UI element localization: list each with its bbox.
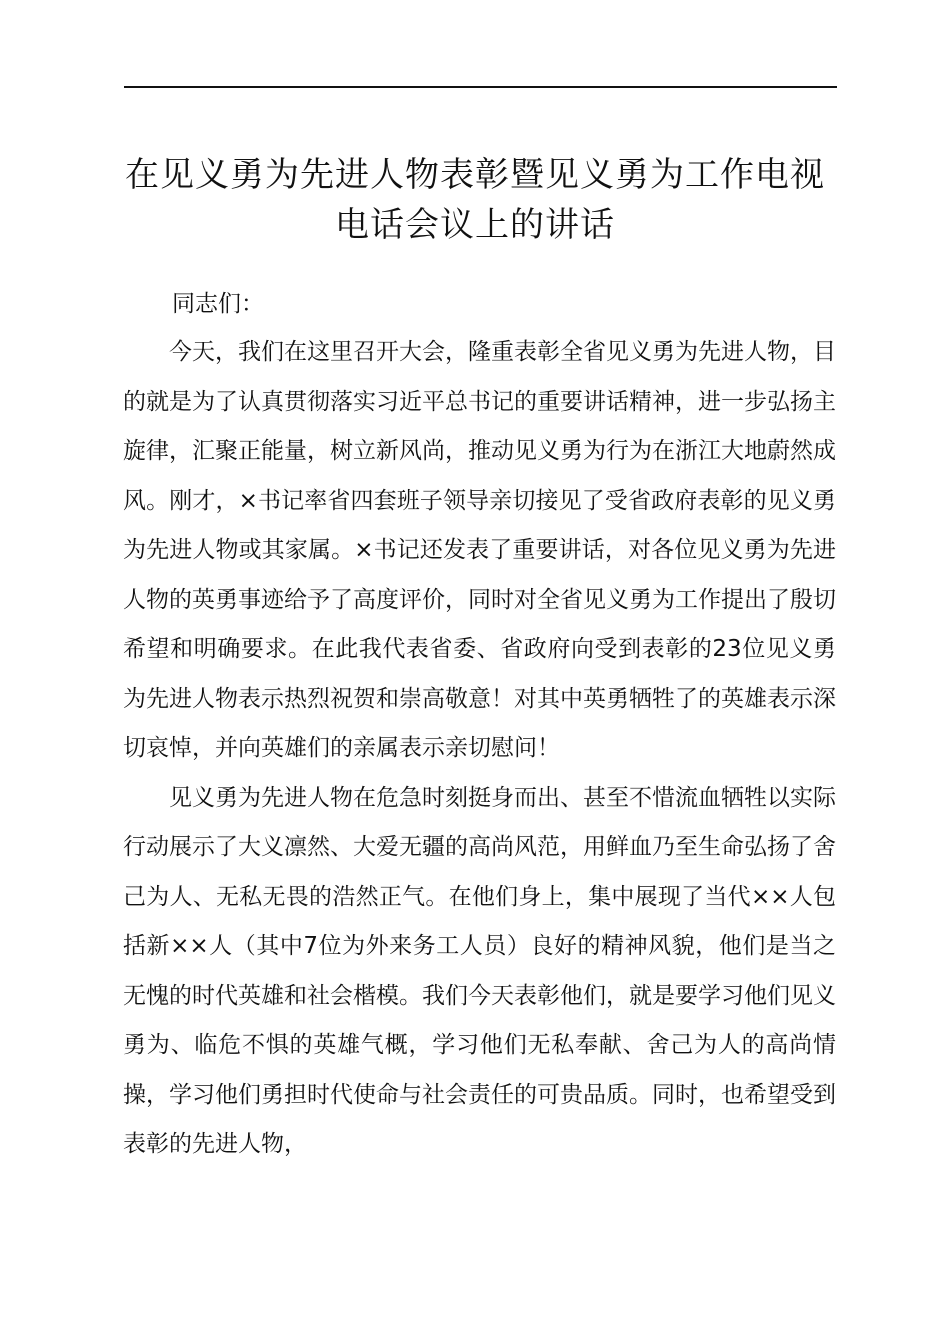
document-title <box>100 150 850 250</box>
title-line-2: 电话会议上的讲话 <box>335 205 615 245</box>
header-rule <box>124 86 837 88</box>
paragraph-1: 今天，我们在这里召开大会，隆重表彰全省见义勇为先进人物，目的就是为了认真贯彻落实习近平总书记的重要讲话精神，进一步弘扬主旋律，汇聚正能量，树立新风尚，推动见义勇为行为在浙江大地蔚然成风。刚才，×书记率省四套班子领导亲切接见了受省政府表彰的见义勇为先进人物或其家属。×书记还发表了重要讲话，对各位见义勇为先进人物的英勇事迹给予了高度评价，同时对全省见义勇为工作提出了殷切希望和明确要求。在此我代表省委、省政府向受到表彰的23位见义勇为先进人物表示热烈祝贺和崇高敬意！对其中英勇牺牲了的英雄表示深切哀悼，并向英雄们的亲属表示亲切慰问！ <box>123 339 836 761</box>
paragraph-2: 见义勇为先进人物在危急时刻挺身而出、甚至不惜流血牺牲以实际行动展示了大义凛然、大爱无疆的高尚风范，用鲜血乃至生命弘扬了舍己为人、无私无畏的浩然正气。在他们身上，集中展现了当代××人包括新××人（其中7位为外来务工人员）良好的精神风貌，他们是当之无愧的时代英雄和社会楷模。我们今天表彰他们，就是要学习他们见义勇为、临危不惧的英雄气概，学习他们无私奉献、舍己为人的高尚情操，学习他们勇担时代使命与社会责任的可贵品质。同时，也希望受到表彰的先进人物， <box>123 784 836 1157</box>
body-text <box>123 328 836 1170</box>
title-line-1: 在见义勇为先进人物表彰暨见义勇为工作电视 <box>125 155 825 195</box>
salutation: 同志们： <box>172 291 264 317</box>
